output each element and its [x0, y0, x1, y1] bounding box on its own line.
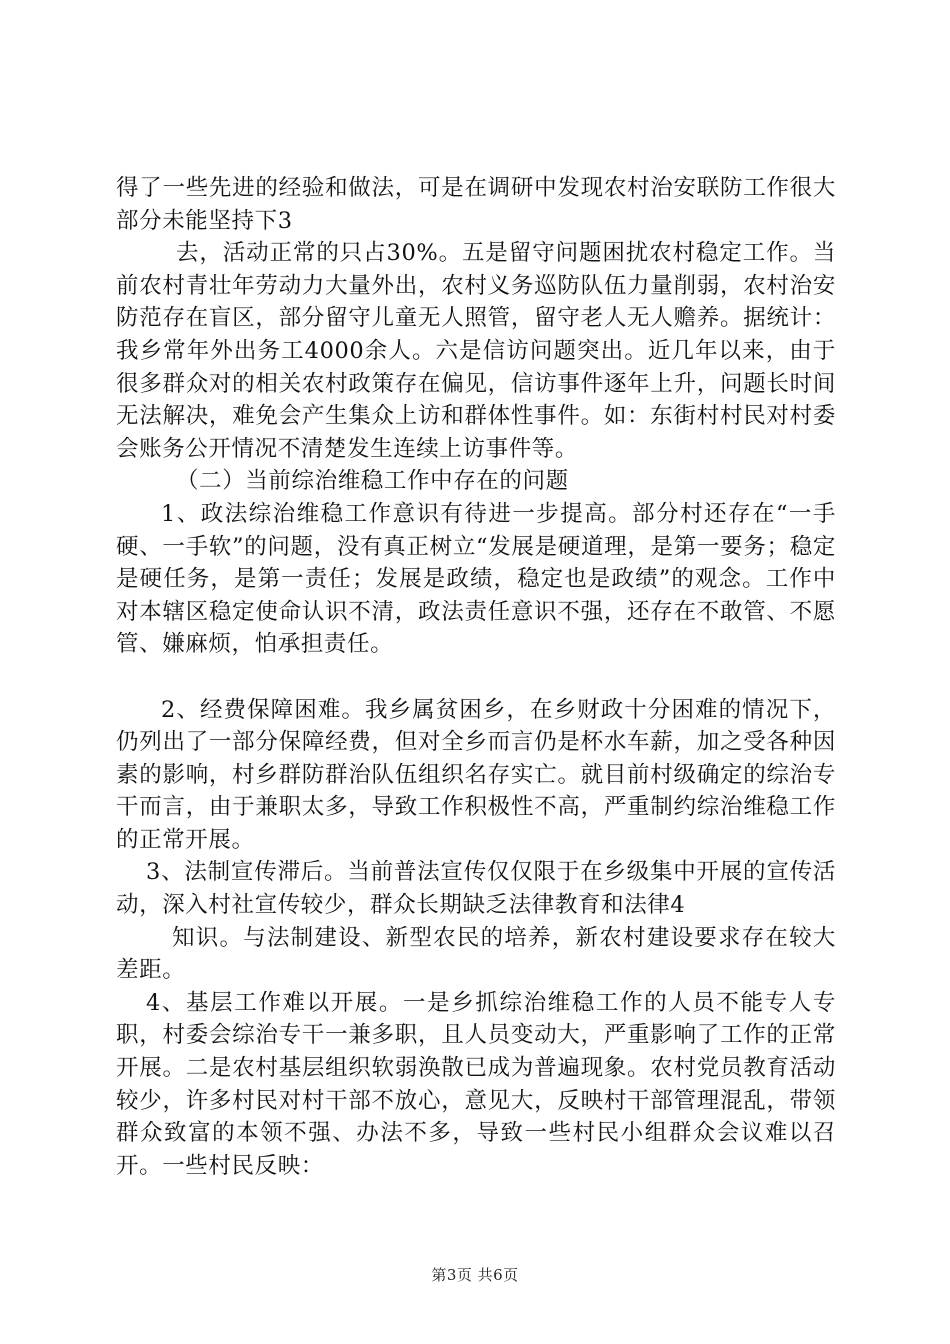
document-body — [116, 172, 836, 1182]
paragraph-item-4: 4、基层工作难以开展。一是乡抓综治维稳工作的人员不能专人专职，村委会综治专干一兼多职，且人员变动大，严重影响了工作的正常开展。二是农村基层组织软弱涣散已成为普遍现象。农村党员教育活动较少，许多村民对村干部不放心，意见大，反映村干部管理混乱，带领群众致富的本领不强、办法不多，导致一些村民小组群众会议难以召开。一些村民反映： — [116, 989, 836, 1179]
section-heading: （二）当前综治维稳工作中存在的问题 — [176, 468, 569, 495]
paragraph-continued: 得了一些先进的经验和做法，可是在调研中发现农村治安联防工作很大部分未能坚持下3 — [116, 175, 836, 234]
paragraph-left-behind-issues: 去，活动正常的只占30%。五是留守问题困扰农村稳定工作。当前农村青壮年劳动力大量外出，农村义务巡防队伍力量削弱，农村治安防范存在盲区，部分留守儿童无人照管，留守老人无人赡养。据统计：我乡常年外出务工4000余人。六是信访问题突出。近几年以来，由于很多群众对的相关农村政策存在偏见，信访事件逐年上升，问题长时间无法解决，难免会产生集众上访和群体性事件。如：东街村村民对村委会账务公开情况不清楚发生连续上访事件等。 — [116, 240, 836, 462]
paragraph-item-1: 1、政法综治维稳工作意识有待进一步提高。部分村还存在“一手硬、一手软”的问题，没有真正树立“发展是硬道理，是第一要务；稳定是硬任务，是第一责任；发展是政绩，稳定也是政绩”的观念。工作中对本辖区稳定使命认识不清，政法责任意识不强，还存在不敢管、不愿管、嫌麻烦，怕承担责任。 — [116, 500, 836, 658]
page-number-footer: 第3页 共6页 — [431, 1266, 519, 1284]
paragraph-item-2: 2、经费保障困难。我乡属贫困乡，在乡财政十分困难的情况下，仍列出了一部分保障经费，但对全乡而言仍是杯水车薪，加之受各种因素的影响，村乡群防群治队伍组织名存实亡。就目前村级确定的综治专干而言，由于兼职太多，导致工作积极性不高，严重制约综治维稳工作的正常开展。 — [116, 696, 836, 853]
paragraph-continued-2: 知识。与法制建设、新型农民的培养，新农村建设要求存在较大差距。 — [116, 924, 836, 984]
paragraph-gap — [116, 661, 836, 694]
paragraph-item-3: 3、法制宣传滞后。当前普法宣传仅仅限于在乡级集中开展的宣传活动，深入村社宣传较少，群众长期缺乏法律教育和法律4 — [116, 859, 836, 919]
